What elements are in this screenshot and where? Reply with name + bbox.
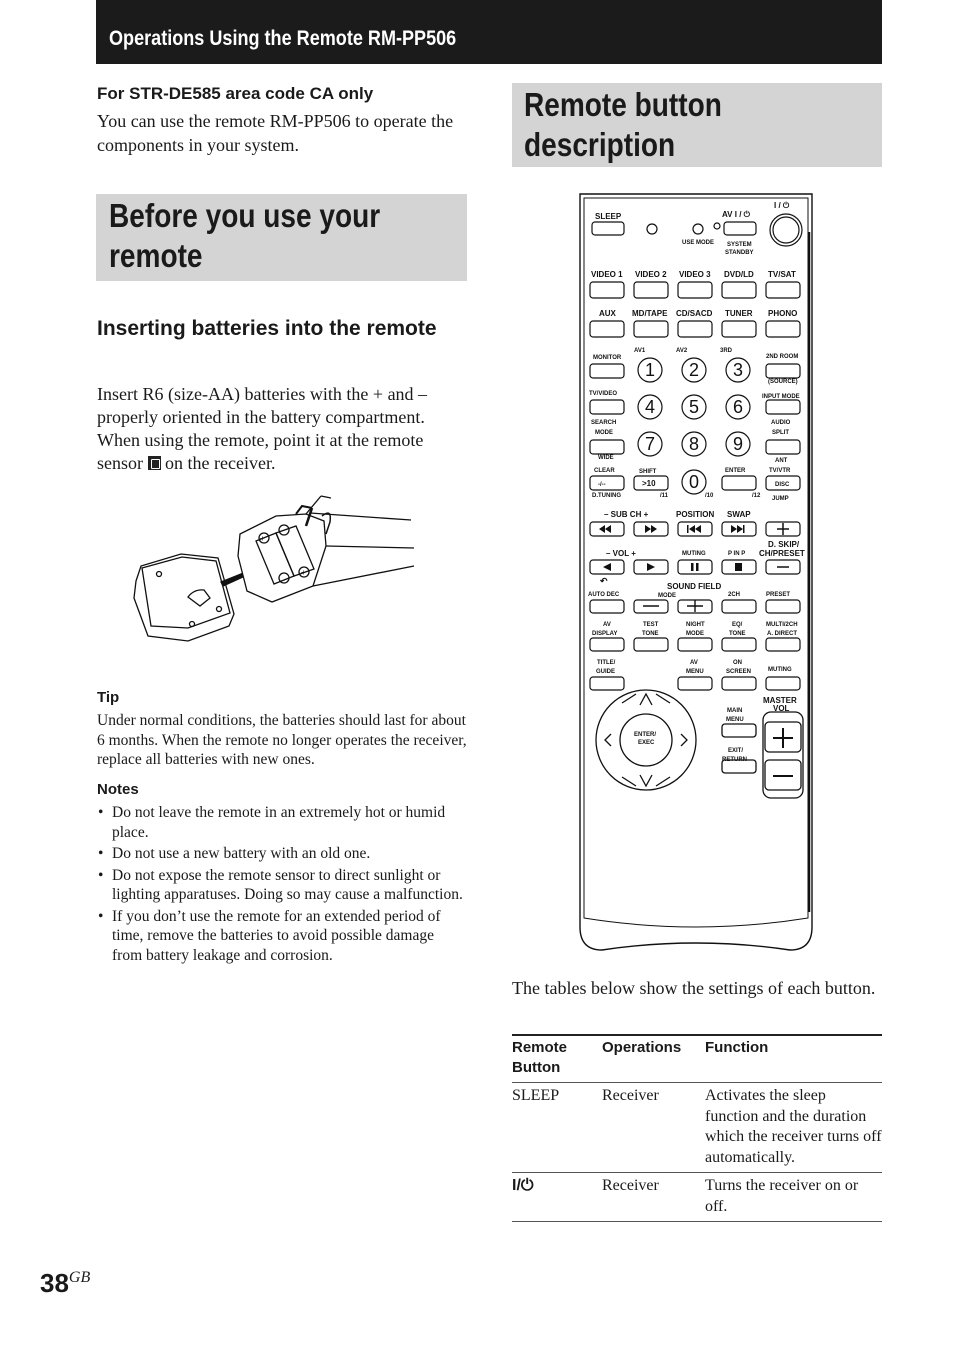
slash10-label: /10 (705, 493, 714, 499)
page-number-value: 38 (40, 1268, 69, 1298)
return-arrow-icon: ↶ (600, 576, 608, 586)
battery-insertion-illustration (126, 486, 416, 656)
enter-label: ENTER (725, 468, 746, 474)
header-operations: Operations (602, 1035, 705, 1083)
digit-7-label: 7 (644, 434, 656, 454)
clear-label: CLEAR (594, 468, 615, 474)
swap-label: SWAP (727, 510, 751, 519)
two-ch-label: 2CH (728, 592, 741, 598)
sf-mode-label: MODE (658, 593, 676, 599)
digit-6-label: 6 (732, 397, 744, 417)
night-mode-label: MODE (686, 631, 704, 637)
svg-text:+: + (301, 568, 306, 577)
notes-heading: Notes (97, 781, 139, 798)
audio-label: AUDIO (771, 420, 791, 426)
use-mode-label: USE MODE (682, 240, 715, 246)
p-in-p-label: P IN P (728, 551, 746, 557)
cell-function: Turns the receiver on or off. (705, 1173, 882, 1222)
video1-label: VIDEO 1 (591, 270, 623, 279)
ant-label: ANT (775, 458, 788, 464)
input-mode-label: INPUT MODE (762, 394, 800, 400)
area-note-text: You can use the remote RM-PP506 to operate the components in your system. (97, 111, 454, 155)
note-item: • Do not use a new battery with an old one. (97, 844, 467, 864)
cell-operations: Receiver (602, 1173, 705, 1222)
digit-0-label: 0 (688, 472, 700, 492)
cell-button: SLEEP (512, 1083, 602, 1173)
title-label: TITLE/ (597, 660, 616, 666)
av-menu-label: MENU (686, 669, 704, 675)
system-label: SYSTEM (727, 242, 752, 248)
digit-5-label: 5 (688, 397, 700, 417)
page-header-title: Operations Using the Remote RM-PP506 (109, 27, 457, 50)
exit-label: EXIT/ (728, 748, 744, 754)
tv-sat-label: TV/SAT (768, 270, 796, 279)
av2-label: AV2 (676, 348, 688, 354)
video3-label: VIDEO 3 (679, 270, 711, 279)
muting2-label: MUTING (768, 667, 792, 673)
remote-sensor-icon (148, 456, 161, 470)
standby-label: STANDBY (725, 250, 754, 256)
power-label: I / ⏻ (774, 201, 790, 210)
note-item: • Do not expose the remote sensor to direct sunlight or lighting apparatuses. Doing so may cause a malfunction. (97, 866, 467, 905)
remote-section-title-box (512, 83, 882, 167)
search-label: SEARCH (591, 420, 617, 426)
return-label: RETURN (722, 757, 747, 763)
sleep-label: SLEEP (595, 212, 622, 221)
page-number (40, 1268, 90, 1299)
av-menu-top-label: AV (690, 660, 698, 666)
note-item: • Do not leave the remote in an extremely hot or humid place. (97, 803, 467, 842)
main-menu-label: MENU (726, 717, 744, 723)
av-power-label: AV I / ⏻ (722, 210, 750, 219)
muting-label: MUTING (682, 551, 706, 557)
digit-3-label: 3 (732, 360, 744, 380)
third-label: 3RD (720, 348, 733, 354)
main-label: MAIN (727, 708, 743, 714)
test-label: TEST (643, 622, 659, 628)
header-remote-button: Remote Button (512, 1035, 602, 1083)
eq-tone-label: TONE (729, 631, 746, 637)
tv-vtr-label: TV/VTR (769, 468, 791, 474)
digit-4-label: 4 (644, 397, 656, 417)
before-section-title: Before you use your remote (109, 197, 381, 274)
gt10-label: >10 (642, 479, 656, 488)
screen-label: SCREEN (726, 669, 752, 675)
aux-label: AUX (599, 309, 616, 318)
guide-label: GUIDE (596, 669, 616, 675)
position-label: POSITION (676, 510, 715, 519)
preset-label: PRESET (766, 592, 791, 598)
ch-preset-label: CH/PRESET (759, 549, 805, 558)
md-tape-label: MD/TAPE (632, 309, 668, 318)
jump-label: JUMP (772, 496, 789, 502)
dashes-label: -/-- (598, 482, 606, 488)
tuner-label: TUNER (725, 309, 753, 318)
split-label: SPLIT (772, 430, 790, 436)
eq-label: EQ/ (732, 622, 743, 628)
digit-1-label: 1 (644, 360, 656, 380)
exec-label: EXEC (638, 740, 655, 746)
table-row (512, 1083, 882, 1173)
table-header-row (512, 1035, 882, 1083)
remote-control-illustration (576, 192, 816, 952)
av-label: AV (603, 622, 611, 628)
night-label: NIGHT (686, 622, 705, 628)
av1-label: AV1 (634, 348, 646, 354)
cell-function: Activates the sleep function and the duration which the receiver turns off automatically. (705, 1083, 882, 1173)
tv-video-label: TV/VIDEO (589, 391, 618, 397)
remote-section-title: Remote button description (524, 86, 722, 163)
digit-9-label: 9 (732, 434, 744, 454)
display-label: DISPLAY (592, 631, 618, 637)
search-mode-label: MODE (595, 430, 613, 436)
multi-2ch-label: MULTI/2CH (766, 622, 798, 628)
header-function: Function (705, 1035, 882, 1083)
note-item: • If you don’t use the remote for an extended period of time, remove the batteries to avoid possible damage from battery leakage and corrosion. (97, 907, 467, 966)
second-room-label: 2ND ROOM (766, 354, 799, 360)
source-label: (SOURCE) (768, 379, 798, 385)
digit-8-label: 8 (688, 434, 700, 454)
batteries-text-end: on the receiver. (160, 453, 276, 473)
sub-ch-label: – SUB CH + (604, 510, 649, 519)
before-section-title-box (96, 194, 467, 281)
wide-label: WIDE (598, 455, 614, 461)
enter-exec-label: ENTER/ (634, 732, 657, 738)
tables-intro-text: The tables below show the settings of each button. (512, 978, 876, 998)
video2-label: VIDEO 2 (635, 270, 667, 279)
cell-button: I/⏻ (512, 1173, 602, 1222)
page-number-suffix: GB (68, 1269, 91, 1286)
a-direct-label: A. DIRECT (767, 631, 797, 637)
svg-text:+: + (260, 534, 265, 543)
disc-label: DISC (775, 482, 790, 488)
phono-label: PHONO (768, 309, 798, 318)
slash12-label: /12 (752, 493, 761, 499)
area-note-heading: For STR-DE585 area code CA only (97, 84, 374, 103)
sound-field-label: SOUND FIELD (667, 582, 722, 591)
auto-dec-label: AUTO DEC (588, 592, 620, 598)
settings-table (512, 1034, 882, 1222)
cd-sacd-label: CD/SACD (676, 309, 713, 318)
tone-label: TONE (642, 631, 659, 637)
vol-label: – VOL + (606, 549, 636, 558)
batteries-text (97, 383, 469, 475)
tip-heading: Tip (97, 689, 120, 706)
cell-operations: Receiver (602, 1083, 705, 1173)
d-skip-label: D. SKIP/ (768, 540, 800, 549)
dvd-ld-label: DVD/LD (724, 270, 754, 279)
batteries-text-main: Insert R6 (size-AA) batteries with the + and – properly oriented in the battery compartment. When using the remote, point it at the remote sensor (97, 384, 428, 473)
table-row (512, 1173, 882, 1222)
tip-text: Under normal conditions, the batteries should last for about 6 months. When the remote no longer operates the receiver, replace all batteries with new ones. (97, 712, 467, 768)
shift-label: SHIFT (639, 469, 657, 475)
on-label: ON (733, 660, 742, 666)
monitor-label: MONITOR (593, 355, 622, 361)
d-tuning-label: D.TUNING (592, 493, 621, 499)
master-vol-label: VOL (773, 704, 790, 713)
digit-2-label: 2 (688, 360, 700, 380)
master-label: MASTER (763, 696, 797, 705)
batteries-heading: Inserting batteries into the remote (97, 317, 437, 340)
slash11-label: /11 (660, 493, 669, 499)
notes-list (97, 803, 467, 967)
